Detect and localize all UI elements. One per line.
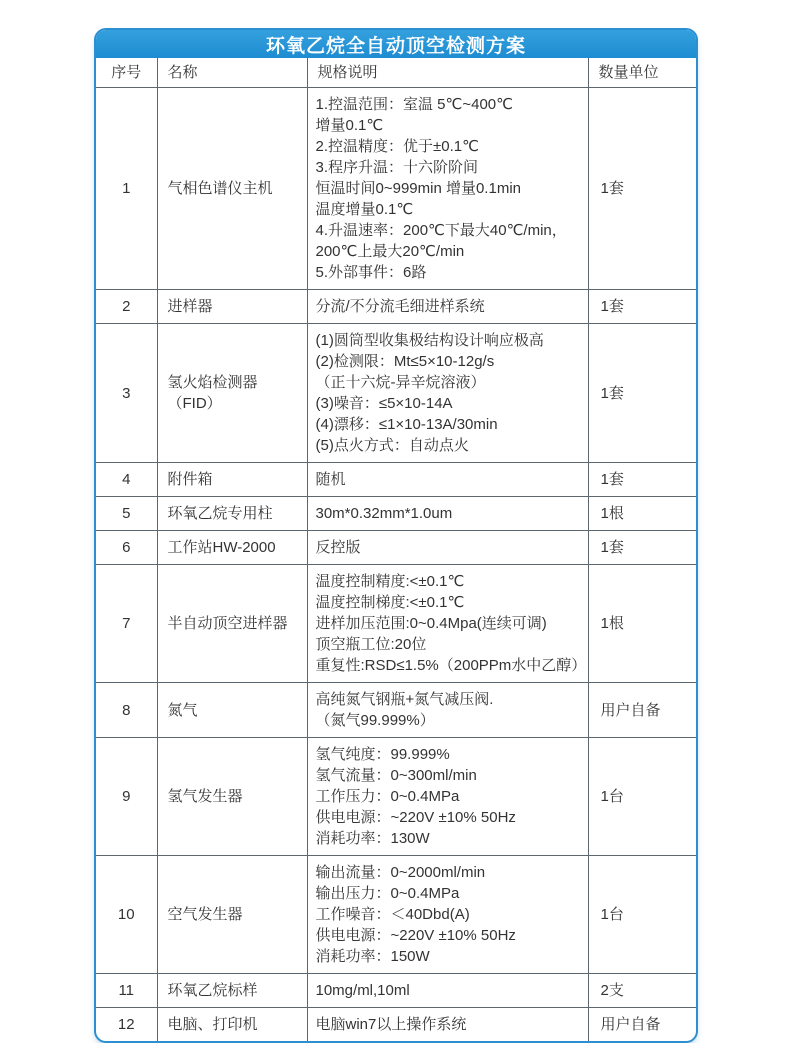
cell-no: 6 [96,531,157,565]
spec-line: (5)点火方式：自动点火 [315,437,469,454]
spec-line: 供电电源：~220V ±10% 50Hz [315,809,516,826]
spec-line: 5.外部事件：6路 [315,264,427,281]
spec-line: 温度增量0.1℃ [315,201,414,218]
cell-no: 1 [96,88,157,290]
table-row [96,290,696,324]
spec-line: 输出流量：0~2000ml/min [315,864,486,881]
table-body [96,88,696,1042]
cell-no: 7 [96,565,157,683]
cell-spec [307,290,588,324]
column-header-name: 名称 [157,58,307,88]
cell-spec [307,974,588,1008]
cell-no: 11 [96,974,157,1008]
cell-qty: 1台 [588,856,696,974]
cell-spec [307,565,588,683]
spec-line: 供电电源：~220V ±10% 50Hz [315,927,516,944]
spec-table-panel [94,28,698,1043]
cell-qty: 1根 [588,565,696,683]
column-header-spec: 规格说明 [307,58,588,88]
table-row [96,1008,696,1042]
column-header-qty: 数量单位 [588,58,696,88]
cell-spec [307,531,588,565]
spec-line: （正十六烷-异辛烷溶液） [315,374,486,391]
header-row [96,58,696,88]
cell-no: 3 [96,324,157,463]
table-row [96,463,696,497]
table-row [96,856,696,974]
spec-line: 高纯氮气钢瓶+氮气减压阀. [315,691,494,708]
cell-no: 5 [96,497,157,531]
spec-line: 输出压力：0~0.4MPa [315,885,460,902]
spec-line: 恒温时间0~999min 增量0.1min [315,180,521,197]
page-title: 环氧乙烷全自动顶空检测方案 [96,30,696,58]
cell-name: 氮气 [157,683,307,738]
table-row [96,531,696,565]
spec-line: (1)圆筒型收集极结构设计响应极高 [315,332,544,349]
cell-name: 气相色谱仪主机 [157,88,307,290]
cell-name: 环氧乙烷专用柱 [157,497,307,531]
table-row [96,738,696,856]
spec-line: 氢气纯度：99.999% [315,746,450,763]
cell-spec [307,856,588,974]
spec-line: 温度控制精度:<±0.1℃ [315,573,465,590]
cell-name: 空气发生器 [157,856,307,974]
cell-spec [307,88,588,290]
cell-name: 工作站HW-2000 [157,531,307,565]
spec-line: 30m*0.32mm*1.0um [315,505,453,522]
spec-line: 2.控温精度：优于±0.1℃ [315,138,479,155]
spec-table [96,58,696,1041]
spec-line: 反控版 [315,539,361,556]
spec-line: 消耗功率：130W [315,830,430,847]
cell-spec [307,463,588,497]
cell-qty: 2支 [588,974,696,1008]
cell-name: 氢火焰检测器（FID） [157,324,307,463]
cell-qty: 用户自备 [588,683,696,738]
table-row [96,683,696,738]
spec-line: 工作压力：0~0.4MPa [315,788,460,805]
cell-name: 半自动顶空进样器 [157,565,307,683]
cell-qty: 1根 [588,497,696,531]
spec-line: (4)漂移：≤1×10-13A/30min [315,416,498,433]
spec-line: 3.程序升温：十六阶阶间 [315,159,479,176]
spec-line: 进样加压范围:0~0.4Mpa(连续可调) [315,615,547,632]
cell-no: 4 [96,463,157,497]
spec-line: 分流/不分流毛细进样系统 [315,298,485,315]
spec-line: 增量0.1℃ [315,117,384,134]
cell-no: 10 [96,856,157,974]
table-row [96,974,696,1008]
cell-name: 附件箱 [157,463,307,497]
table-row [96,324,696,463]
spec-line: 工作噪音：＜40Dbd(A) [315,906,470,923]
spec-line: (3)噪音：≤5×10-14A [315,395,453,412]
cell-name: 氢气发生器 [157,738,307,856]
cell-no: 2 [96,290,157,324]
cell-qty: 1套 [588,463,696,497]
cell-spec [307,324,588,463]
spec-line: 4.升温速率：200℃下最大40℃/min， [315,222,567,239]
cell-spec [307,683,588,738]
table-row [96,88,696,290]
cell-spec [307,497,588,531]
spec-line: （氮气99.999%） [315,712,435,729]
spec-line: 1.控温范围：室温 5℃~400℃ [315,96,513,113]
column-header-no: 序号 [96,58,157,88]
spec-line: 电脑win7以上操作系统 [315,1016,467,1033]
spec-line: 消耗功率：150W [315,948,430,965]
cell-qty: 1套 [588,531,696,565]
cell-name: 进样器 [157,290,307,324]
spec-line: 200℃上最大20℃/min [315,243,465,260]
spec-line: (2)检测限：Mt≤5×10-12g/s [315,353,495,370]
cell-spec [307,1008,588,1042]
cell-no: 9 [96,738,157,856]
cell-no: 12 [96,1008,157,1042]
spec-line: 顶空瓶工位:20位 [315,636,427,653]
spec-line: 温度控制梯度:<±0.1℃ [315,594,465,611]
cell-qty: 1套 [588,290,696,324]
cell-no: 8 [96,683,157,738]
table-row [96,565,696,683]
spec-line: 10mg/ml,10ml [315,982,410,999]
cell-qty: 1台 [588,738,696,856]
spec-line: 重复性:RSD≤1.5%（200PPm水中乙醇） [315,657,587,674]
cell-name: 环氧乙烷标样 [157,974,307,1008]
cell-qty: 用户自备 [588,1008,696,1042]
cell-qty: 1套 [588,88,696,290]
cell-name: 电脑、打印机 [157,1008,307,1042]
spec-line: 氢气流量：0~300ml/min [315,767,477,784]
table-row [96,497,696,531]
cell-qty: 1套 [588,324,696,463]
spec-line: 随机 [315,471,346,488]
cell-spec [307,738,588,856]
